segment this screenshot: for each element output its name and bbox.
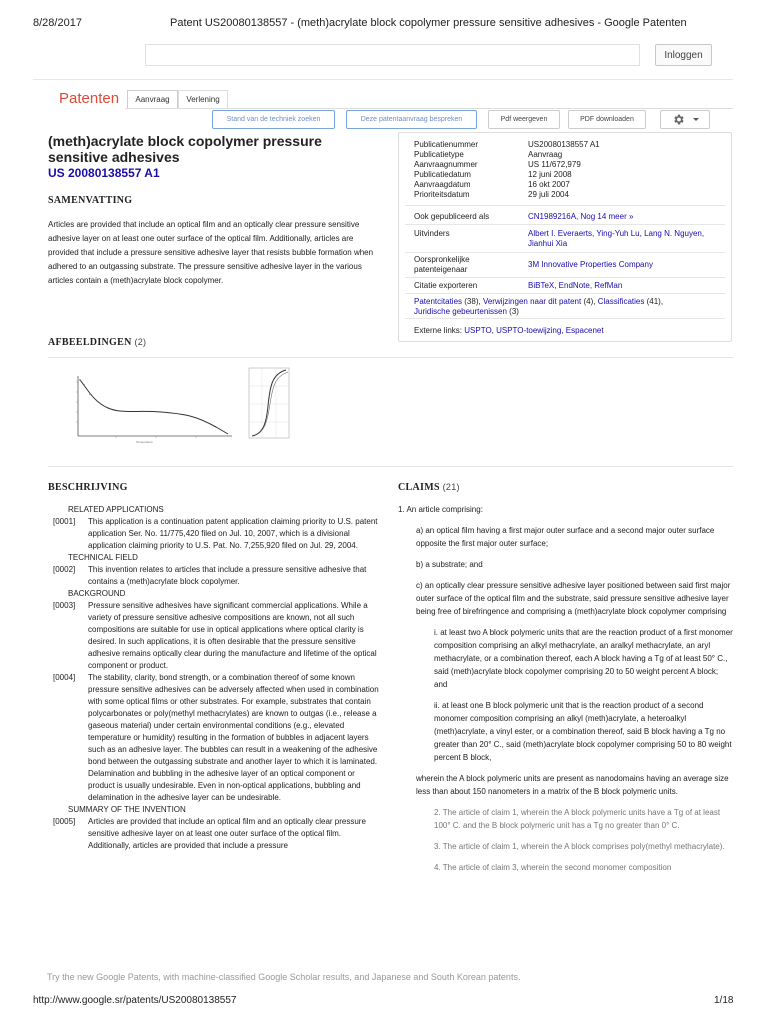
section-divider xyxy=(48,466,733,467)
pdf-view-button[interactable]: Pdf weergeven xyxy=(488,110,560,129)
images-heading-label: AFBEELDINGEN xyxy=(48,337,132,348)
citation-links xyxy=(414,297,714,317)
also-published-link[interactable]: CN1989216A, Nog 14 meer » xyxy=(528,212,634,221)
description-subheading: BACKGROUND xyxy=(68,589,126,598)
claim-item: a) an optical film having a first major outer surface and a second major outer surface opposite the first major outer surface; xyxy=(416,526,715,548)
referenced-by-count: (4), xyxy=(581,297,598,306)
patents-logo[interactable]: Patenten xyxy=(59,90,120,107)
paragraph-number: [0005] xyxy=(53,817,76,826)
export-label: Citatie exporteren xyxy=(414,281,478,290)
classifications-count: (41), xyxy=(644,297,664,306)
assignee-label: Oorspronkelijke patenteigenaar xyxy=(414,255,470,274)
claim-item: c) an optically clear pressure sensitive adhesive layer positioned between said first major outer surface of the optical film and the substrate, said pressure sensitive adhesive layer being free of birefringence and comprising a (meth)acrylate block copolymer comprising xyxy=(416,581,731,616)
svg-text:Temperature: Temperature xyxy=(136,440,153,444)
abstract-text: Articles are provided that include an optical film and an optically clear pressure sensitive adhesive layer on at least one outer surface of the optical film. Additionally, articles are provided that include a pressure sensitive adhesive layer that resists bubble formation when adhered to an outgassing substrate. The pressure sensitive adhesive layer in the various articles contain a (meth)acrylate block copolymer. xyxy=(48,220,374,285)
discuss-application-button[interactable]: Deze patentaanvraag bespreken xyxy=(346,110,477,129)
meta-divider xyxy=(405,277,725,278)
external-links-list[interactable]: USPTO, USPTO-toewijzing, Espacenet xyxy=(464,326,604,335)
meta-divider xyxy=(405,293,725,294)
legal-events-count: (3) xyxy=(506,307,519,316)
claim-item: i. at least two A block polymeric units that are the reaction product of a first monomer composition comprising an alkyl methacrylate, an aralkyl methacrylate, an aryl methacrylate, or a combination thereof, each A block having a Tg of at least 50° C., said (meth)acrylate block copolymer comprising 20 to 50 weight percent A block; and xyxy=(434,628,733,689)
description-paragraph: [0005] Articles are provided that include an optical film and an optically clear pressure sensitive adhesive layer on at least one outer surface of the optical film. Additionally, articles are provided that include a pressure xyxy=(53,817,366,850)
chevron-down-icon xyxy=(693,118,699,121)
description-paragraph: [0002] This invention relates to articles that include a pressure sensitive adhesive that contains a (meth)acrylate block copolymer. xyxy=(53,565,367,586)
inventors-label: Uitvinders xyxy=(414,229,450,238)
description-paragraph: [0003] Pressure sensitive adhesives have significant commercial applications. While a variety of pressure sensitive adhesive compositions are known, not all such compositions are suitable for use in optical applications where optical clarity is desired. In such applications, it is often desirable that the pressure sensitive adhesive remains optically clear during the manufacture and lifetime of the optical component or product. xyxy=(53,601,377,670)
header-divider xyxy=(33,79,733,80)
footer-promo-note: Try the new Google Patents, with machine-classified Google Scholar results, and Japanese and South Korean patents. xyxy=(47,972,521,982)
claims-count: (21) xyxy=(442,482,460,492)
images-count: (2) xyxy=(134,337,147,347)
meta-divider xyxy=(405,252,725,253)
claim-item: 1. An article comprising: xyxy=(398,505,483,514)
meta-divider xyxy=(405,318,725,319)
print-date: 8/28/2017 xyxy=(33,17,82,29)
claims-heading-label: CLAIMS xyxy=(398,482,440,493)
abstract-heading: SAMENVATTING xyxy=(48,195,133,206)
paragraph-number: [0002] xyxy=(53,565,76,574)
settings-menu-button[interactable] xyxy=(660,110,710,129)
claims-heading xyxy=(398,482,460,493)
publication-number: US 20080138557 A1 xyxy=(48,166,160,180)
paragraph-number: [0003] xyxy=(53,601,76,610)
description-subheading: RELATED APPLICATIONS xyxy=(68,505,164,514)
images-divider xyxy=(48,357,733,358)
description-paragraph: [0001] This application is a continuation patent application claiming priority to U.S. patent application Ser. No. 11/775,420 filed on Jul. 10, 2007, which is a divisional application claiming priority to U.S. Pat. No. 7,255,920 filed on Jul. 29, 2004. xyxy=(53,517,378,550)
patent-citations-link[interactable]: Patentcitaties xyxy=(414,297,463,306)
pdf-download-button[interactable]: PDF downloaden xyxy=(568,110,646,129)
patent-citations-count: (38), xyxy=(462,297,483,306)
figure-1-thumbnail[interactable] xyxy=(66,372,236,444)
claim-item: 4. The article of claim 3, wherein the second monomer composition xyxy=(434,863,672,872)
description-subheading: TECHNICAL FIELD xyxy=(68,553,138,562)
meta-divider xyxy=(405,224,725,225)
claim-item: ii. at least one B block polymeric unit that is the reaction product of a second monomer composition comprising an alkyl (meth)acrylate, a heteroalkyl (meth)acrylate, a vinyl ester, or a combination thereof, said B block having a Tg no greater than 20° C., said (meth)acrylate block copolymer comprising 50 to 80 weight percent B block, xyxy=(434,701,732,762)
description-paragraph: [0004] The stability, clarity, bond strength, or a combination thereof of some known pressure sensitive adhesives can be adversely affected when used in combination with some optical films or other substrates. For example, substrates that contain polycarbonates or poly(methyl methacrylates) are known to outgas (i.e., release a gaseous material) under certain environmental conditions (e.g., elevated temperature or humidity) resulting in the formation of bubbles in adjacent layers such as an adhesive layer. The bubbles can result in a weakening of the adhesive bond between the outgassing substrate and another layer to which it is laminated. Delamination and bubbling in the adhesive layer of an optical component or product is usually undesirable. Even in non-optical applications, bubbling and delamination in the adhesive layer can be undesirable. xyxy=(53,673,379,802)
inventors-links[interactable]: Albert I. Everaerts, Ying-Yuh Lu, Lang N. Nguyen, Jianhui Xia xyxy=(528,229,705,248)
referenced-by-link[interactable]: Verwijzingen naar dit patent xyxy=(482,297,582,306)
external-links-label: Externe links: xyxy=(414,326,465,335)
print-url: http://www.google.sr/patents/US20080138557 xyxy=(33,995,237,1006)
claim-item: 2. The article of claim 1, wherein the A block polymeric units have a Tg of at least 100° C. and the B block polymeric unit has a Tg no greater than 0° C. xyxy=(434,808,721,830)
paragraph-number: [0001] xyxy=(53,517,76,526)
print-page-title: Patent US20080138557 - (meth)acrylate block copolymer pressure sensitive adhesives - Google Patenten xyxy=(170,17,687,29)
description-subheading: SUMMARY OF THE INVENTION xyxy=(68,805,186,814)
paragraph-number: [0004] xyxy=(53,673,76,682)
meta-divider xyxy=(405,205,725,206)
classifications-link[interactable]: Classificaties xyxy=(597,297,645,306)
search-input[interactable] xyxy=(145,44,640,66)
figure-2-thumbnail[interactable] xyxy=(248,366,292,442)
prior-art-search-button[interactable]: Stand van de techniek zoeken xyxy=(212,110,335,129)
also-published-label: Ook gepubliceerd als xyxy=(414,212,490,221)
tab-grant[interactable]: Verlening xyxy=(178,90,228,109)
description-heading: BESCHRIJVING xyxy=(48,482,128,493)
tab-row-divider xyxy=(125,108,733,109)
page-title: (meth)acrylate block copolymer pressure sensitive adhesives xyxy=(48,133,322,165)
export-links[interactable]: BiBTeX, EndNote, RefMan xyxy=(528,281,623,290)
claim-item: wherein the A block polymeric units are present as nanodomains having an average size less than about 150 nanometers in a matrix of the B block polymeric units. xyxy=(416,774,729,796)
legal-events-link[interactable]: Juridische gebeurtenissen xyxy=(414,307,507,316)
images-heading xyxy=(48,337,146,348)
claim-item: 3. The article of claim 1, wherein the A block comprises poly(methyl methacrylate). xyxy=(434,842,725,851)
page-counter: 1/18 xyxy=(714,995,734,1006)
login-button[interactable]: Inloggen xyxy=(655,44,712,66)
claim-item: b) a substrate; and xyxy=(416,560,483,569)
gear-icon xyxy=(672,113,685,126)
assignee-link[interactable]: 3M Innovative Properties Company xyxy=(528,260,653,269)
description-body xyxy=(48,504,383,852)
claims-body xyxy=(398,503,733,965)
external-links xyxy=(414,326,604,335)
tab-application[interactable]: Aanvraag xyxy=(127,90,178,109)
